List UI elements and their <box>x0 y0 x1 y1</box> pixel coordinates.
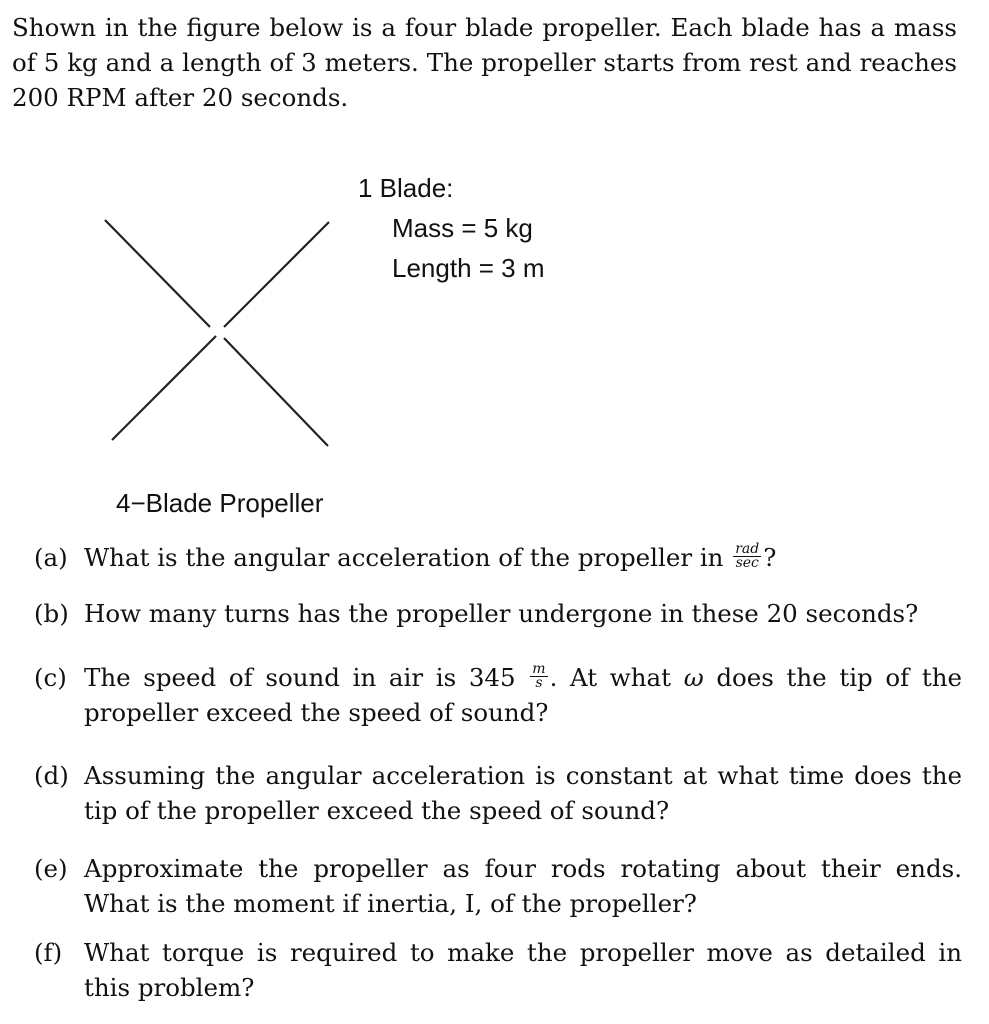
question-text: Approximate the propeller as four rods rotating about their ends. What is the moment if inertia, I, of the propeller? <box>84 854 962 918</box>
unit-fraction <box>530 663 547 690</box>
question-label: (e) <box>34 854 68 883</box>
question-b <box>34 596 962 631</box>
blade-bottom-right <box>224 338 328 446</box>
fraction-numerator: rad <box>735 541 760 557</box>
blade-mass: Mass = 5 kg <box>392 213 533 243</box>
omega-symbol: ω <box>683 663 704 692</box>
blade-bottom-left <box>112 336 216 440</box>
blade-info <box>358 168 545 288</box>
question-c <box>34 660 962 730</box>
propeller-figure <box>100 212 340 452</box>
question-text: Assuming the angular acceleration is constant at what time does the tip of the propeller exceed the speed of sound? <box>84 761 962 825</box>
question-label: (a) <box>34 543 68 572</box>
question-text: What torque is required to make the propeller move as detailed in this problem? <box>84 938 962 1002</box>
question-label: (f) <box>34 938 63 967</box>
fraction-numerator: m <box>532 661 546 677</box>
question-text-part2: . At what <box>549 663 672 692</box>
question-text: What is the angular acceleration of the propeller in <box>84 543 724 572</box>
intro-paragraph: Shown in the figure below is a four blade propeller. Each blade has a mass of 5 kg and a length of 3 meters. The propeller starts from rest and reaches 200 RPM after 20 seconds. <box>12 13 957 112</box>
question-end: ? <box>763 543 777 572</box>
question-text: How many turns has the propeller undergone in these 20 seconds? <box>84 599 919 628</box>
question-e <box>34 851 962 921</box>
question-label: (d) <box>34 761 69 790</box>
question-label: (b) <box>34 599 69 628</box>
fraction-denominator: s <box>535 675 543 691</box>
question-d <box>34 758 962 828</box>
blade-top-right <box>224 222 329 327</box>
question-a <box>34 540 962 575</box>
question-label: (c) <box>34 663 67 692</box>
blade-info-heading: 1 Blade: <box>358 173 454 203</box>
unit-fraction <box>733 543 761 570</box>
figure-caption: 4−Blade Propeller <box>116 488 324 518</box>
question-text-part1: The speed of sound in air is 345 <box>84 663 516 692</box>
question-text-part3: does the tip of the propeller exceed the speed of sound? <box>84 663 963 727</box>
fraction-denominator: sec <box>735 555 759 571</box>
blade-top-left <box>105 220 210 327</box>
question-f <box>34 935 962 1005</box>
blade-length: Length = 3 m <box>392 253 545 283</box>
